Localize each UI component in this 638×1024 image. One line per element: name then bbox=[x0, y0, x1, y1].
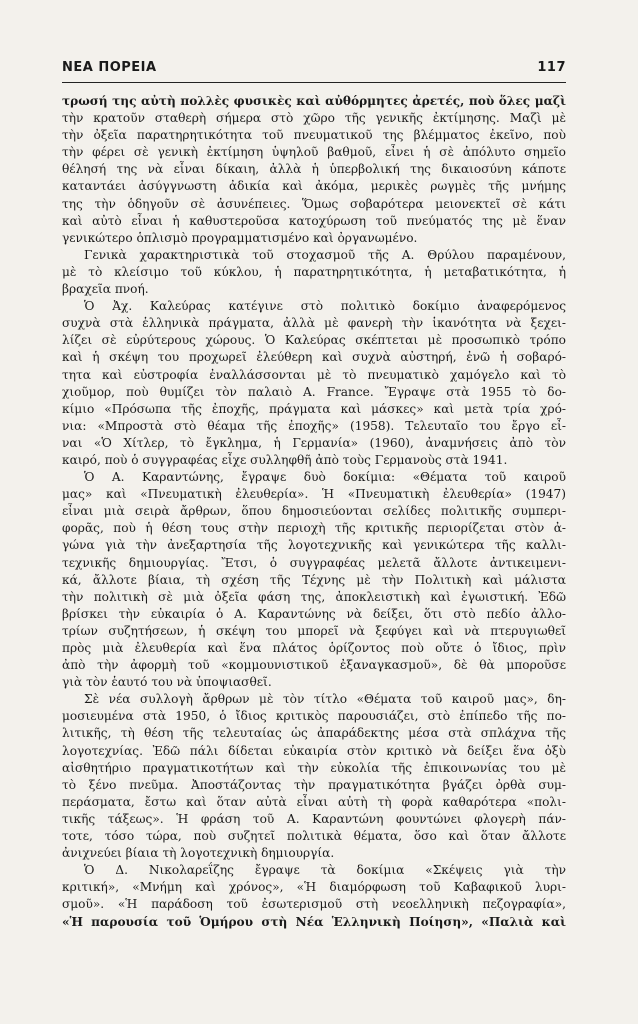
text-line: τὸ ξένο πνεῦμα. Ἀποστάζοντας τὴν πραγματικότητα βγάζει ὀρθὰ συμ- bbox=[62, 777, 566, 792]
text-line: φορᾶς, ποὺ ἡ θέση τους στὴν περιοχὴ τῆς κριτικῆς περιορίζεται στὸν ἀ- bbox=[62, 521, 566, 536]
text-line: καιρό, ποὺ ὁ συγγραφέας εἶχε συλληφθῆ ἀπὸ τοὺς Γερμανοὺς στὰ 1941. bbox=[62, 452, 508, 467]
header-rule bbox=[62, 82, 566, 83]
text-line: τητα καὶ εὐστροφία ἐναλλάσσονται μὲ τὸ πνευματικὸ χαμόγελο καὶ τὸ bbox=[62, 367, 566, 382]
body-text bbox=[62, 93, 566, 931]
text-line: τὴν κρατοῦν σταθερὴ σήμερα στὸ χῶρο τῆς γενικῆς ἐκτίμησης. Μαζὶ μὲ bbox=[62, 111, 566, 126]
text-line: μας» καὶ «Πνευματικὴ ἐλευθερία». Ἡ «Πνευματικὴ ἐλευθερία» (1947) bbox=[62, 487, 566, 502]
text-line: τικῆς τάξεως». Ἡ φράση τοῦ Α. Καραντώνη φουντώνει φλογερὴ πάν- bbox=[62, 811, 566, 826]
text-line: κίμιο «Πρόσωπα τῆς ἐποχῆς, πράγματα καὶ μάσκες» καὶ μετὰ τρία χρό- bbox=[62, 401, 566, 416]
text-line: καταντάει ἀσύγγνωστη ἀδικία καὶ ἀκόμα, μερικὲς ρωγμὲς τῆς μνήμης bbox=[62, 179, 566, 194]
text-line: λίζει σὲ εὐρύτερους χώρους. Ὁ Καλεύρας σκέπτεται μὲ προσωπικὸ τρόπο bbox=[62, 333, 566, 348]
text-line: σμοῦ». «Ἡ παράδοση τοῦ ἐσωτερισμοῦ στὴ νεοελληνικὴ πεζογραφία», bbox=[62, 897, 566, 912]
text-line: τεχνικῆς δημιουργίας. Ἔτσι, ὁ συγγραφέας μελετᾶ ἄλλοτε ἀντικειμενι- bbox=[62, 555, 566, 570]
text-line: κριτική», «Μνήμη καὶ χρόνος», «Ἡ διαμόρφωση τοῦ Καβαφικοῦ λυρι- bbox=[62, 880, 566, 895]
text-line: νια: «Μπροστὰ στὸ θέαμα τῆς ἐποχῆς» (1958). Τελευταῖο του ἔργο εἶ- bbox=[62, 418, 566, 433]
text-line: κά, ἄλλοτε βίαια, τὴ σχέση τῆς Τέχνης μὲ τὴν Πολιτικὴ καὶ μάλιστα bbox=[62, 572, 566, 587]
text-line: βρίσκει τὴν εὐκαιρία ὁ Α. Καραντώνης νὰ δείξει, ὅτι στὸ πεδίο ἀλλο- bbox=[62, 606, 566, 621]
text-line: τρίων συζητήσεων, ἡ σκέψη του μπορεῖ νὰ ξεφύγει καὶ νὰ πτερυγιωθεῖ bbox=[62, 623, 566, 638]
text-line: μοσιευμένα στὰ 1950, ὁ ἴδιος κριτικὸς παρουσιάζει, στὸ ἐπίπεδο τῆς πο- bbox=[62, 709, 566, 724]
text-line: τὴν ὀξεῖα παρατηρητικότητα τοῦ πνευματικοῦ της βλέμματος ἐκεῖνο, ποὺ bbox=[62, 128, 566, 143]
text-line: εἶναι μιὰ σειρὰ ἄρθρων, ὅπου δημοσιεύονται σελίδες πολιτικῆς συμπερι- bbox=[62, 504, 566, 519]
text-line: αἰσθητήριο πραγματικοτήτων καὶ τὴν εὐκολία τῆς ἐπικοινωνίας του μὲ bbox=[62, 760, 566, 775]
text-line: λιτικῆς, τὴ θέση τῆς τελευταίας ὡς ἀπαράδεκτης μέσα στὰ σπλάχνα τῆς bbox=[62, 726, 566, 741]
text-line: συχνὰ στὰ ἑλληνικὰ πράγματα, ἀλλὰ μὲ φανερὴ τὴν ἱκανότητα νὰ ξεχει- bbox=[62, 316, 566, 331]
text-line: περάσματα, ἔστω καὶ ὅταν αὐτὰ εἶναι αὐτὴ τὴ φορὰ καθαρότερα «πολι- bbox=[62, 794, 566, 809]
text-line: Γενικὰ χαρακτηριστικὰ τοῦ στοχασμοῦ τῆς Α. Θρύλου παραμένουν, bbox=[84, 247, 566, 262]
text-line: Σὲ νέα συλλογὴ ἄρθρων μὲ τὸν τίτλο «Θέματα τοῦ καιροῦ μας», δη- bbox=[84, 692, 566, 707]
text-line: μὲ τὸ κλείσιμο τοῦ κύκλου, ἡ παρατηρητικότητα, ἡ μεταβατικότητα, ἡ bbox=[62, 264, 566, 279]
text-line: ναι «Ὁ Χίτλερ, τὸ ἔγκλημα, ἡ Γερμανία» (1960), ἀναμνήσεις ἀπὸ τὸν bbox=[62, 435, 566, 450]
text-line: Ὁ Δ. Νικολαρεΐζης ἔγραψε τὰ δοκίμια «Σκέψεις γιὰ τὴν bbox=[84, 863, 566, 878]
text-line: ἀπὸ τὴν ἀφορμὴ τοῦ «κομμουνιστικοῦ ἐξαναγκασμοῦ», δὲ θὰ μποροῦσε bbox=[62, 658, 566, 673]
text-line: της τὴν ὁδηγοῦν σὲ ἀσυνέπειες. Ὅμως σοβαρότερα μειονεκτεῖ σὲ κάτι bbox=[62, 196, 566, 211]
text-line: τρωσή της αὐτὴ πολλὲς φυσικὲς καὶ αὐθόρμητες ἀρετές, ποὺ ὅλες μαζὶ bbox=[62, 94, 566, 108]
text-line: γώνα γιὰ τὴν ἀνεξαρτησία τῆς λογοτεχνικῆς καὶ γενικώτερα τῆς καλλι- bbox=[62, 538, 566, 553]
journal-title: ΝΕΑ ΠΟΡΕΙΑ bbox=[62, 60, 157, 75]
text-line: ἀνιχνεύει βίαια τὴ λογοτεχνικὴ δημιουργία. bbox=[62, 846, 335, 861]
text-line: «Ἡ παρουσία τοῦ Ὁμήρου στὴ Νέα Ἑλληνικὴ Ποίηση», «Παλιὰ καὶ bbox=[62, 914, 566, 929]
text-line: Ὁ Α. Καραντώνης, ἔγραψε δυὸ δοκίμια: «Θέματα τοῦ καιροῦ bbox=[84, 470, 566, 485]
running-header bbox=[62, 60, 566, 75]
text-line: τοτε, τόσο τώρα, ποὺ συζητεῖ πολιτικὰ θέματα, ὅσο καὶ ὅταν ἄλλοτε bbox=[62, 829, 566, 844]
text-line: βραχεῖα πνοή. bbox=[62, 282, 149, 297]
text-line: χιοῦμορ, ποὺ θυμίζει τὸν παλαιὸ Α. France. Ἔγραψε στὰ 1955 τὸ δο- bbox=[62, 384, 566, 399]
text-line: τὴν φέρει σὲ γενικὴ ἐκτίμηση ὑψηλοῦ βαθμοῦ, εἶνει ἡ σὲ ἀπόλυτο σημεῖο bbox=[62, 145, 566, 160]
text-line: πρὸς μιὰ ἐλευθερία καὶ ἕνα πλάτος ὁρίζοντος ποὺ οὔτε ὁ ἴδιος, πρὶν bbox=[62, 641, 566, 655]
page-number: 117 bbox=[537, 60, 566, 75]
text-line: γιὰ τὸν ἑαυτό του νὰ ὑποψιασθεῖ. bbox=[62, 675, 272, 690]
text-line: καὶ ἡ σκέψη του προχωρεῖ ἐλεύθερη καὶ συχνὰ αὐστηρή, ἐνῶ ἡ σοβαρό- bbox=[62, 350, 566, 365]
text-line: θέλησή της νὰ εἶναι δίκαιη, ἀλλὰ ἡ ὑπερβολική της δικαιοσύνη κάποτε bbox=[62, 162, 566, 177]
text-line: Ὁ Ἀχ. Καλεύρας κατέγινε στὸ πολιτικὸ δοκίμιο ἀναφερόμενος bbox=[84, 299, 566, 314]
text-line: γενικώτερο ὁπλισμὸ προγραμματισμένο καὶ ὀργανωμένο. bbox=[62, 230, 418, 245]
text-line: λογοτεχνίας. Ἐδῶ πάλι δίδεται εὐκαιρία στὸν κριτικὸ νὰ δείξει ἕνα ὀξὺ bbox=[62, 743, 566, 758]
text-line: τὴν πολιτικὴ σὲ μιὰ ὀξεῖα φάση της, ἀποκλειστικὴ καὶ ἐγωιστική. Ἐδῶ bbox=[62, 589, 566, 604]
text-line: καὶ αὐτὸ εἶναι ἡ καθυστεροῦσα κατοχύρωση τοῦ πνεύματός της μὲ ἕναν bbox=[62, 213, 566, 228]
